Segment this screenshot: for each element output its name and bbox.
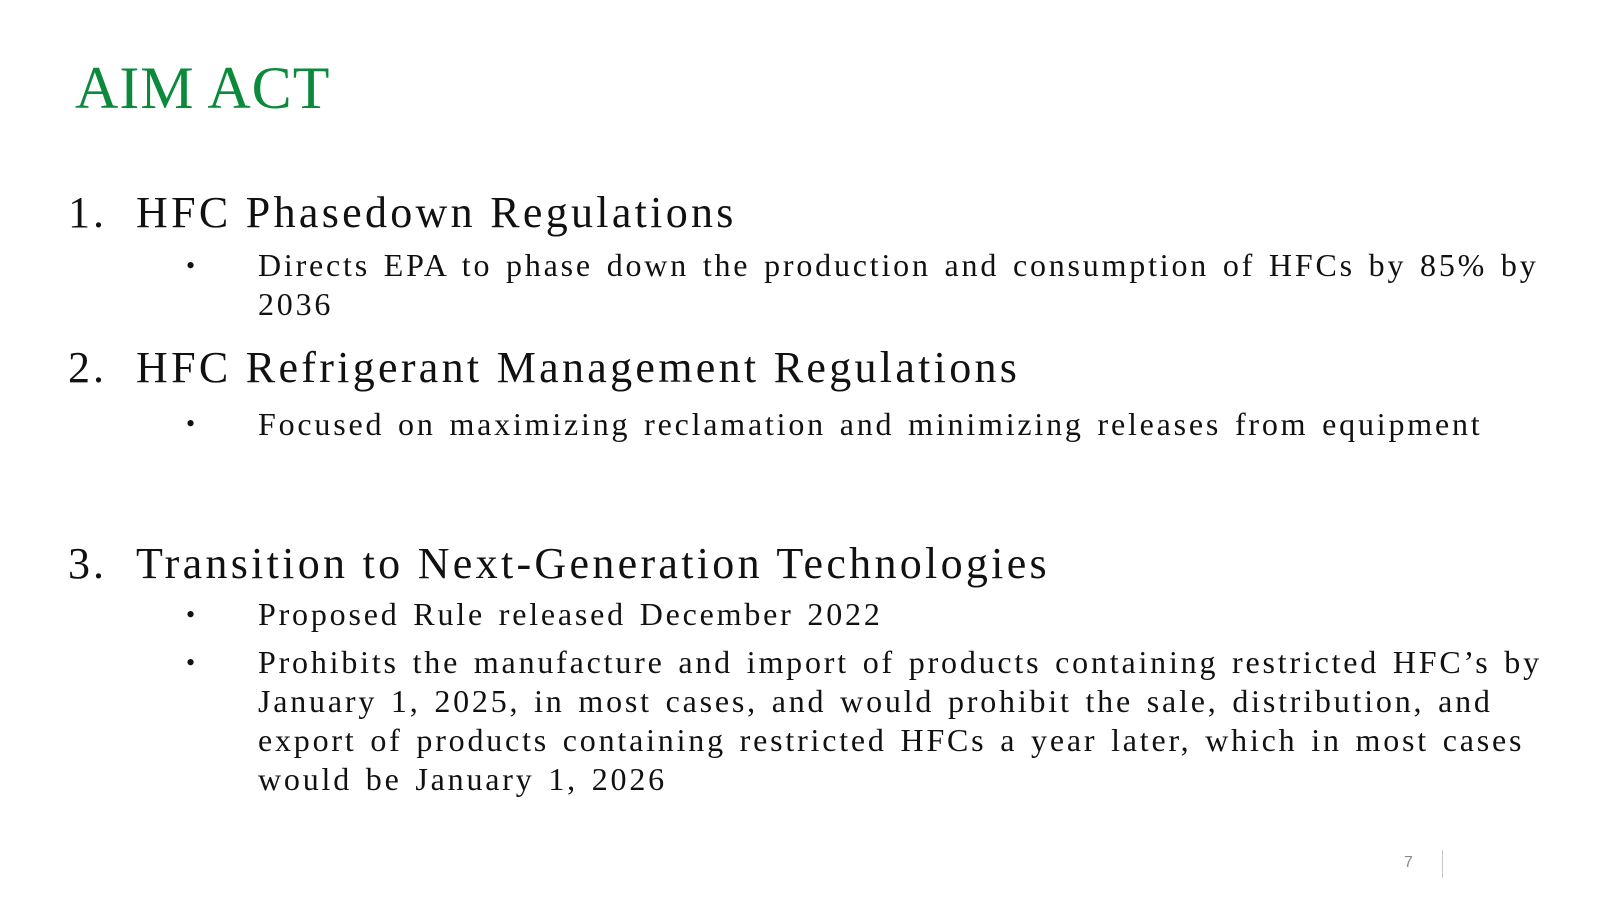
list-item-heading: HFC Phasedown Regulations <box>136 188 737 237</box>
list-item-number: 2. <box>68 343 107 392</box>
slide-title: AIM ACT <box>75 55 331 121</box>
list-item-number: 3. <box>68 539 107 588</box>
page-number: 7 <box>1404 854 1413 871</box>
list-item-number: 1. <box>68 188 107 237</box>
bullet-text: Directs EPA to phase down the production and consumption of HFCs by 85% by 2036 <box>258 247 1539 322</box>
bullet-icon: • <box>186 409 196 438</box>
bullet-icon: • <box>186 648 196 677</box>
list-item-heading: HFC Refrigerant Management Regulations <box>136 343 1021 392</box>
bullet-icon: • <box>186 600 196 629</box>
bullet-text: Prohibits the manufacture and import of products containing restricted HFC’s by January 1, 2025, in most cases, and would prohibit the sale, distribution, and export of products containing restricted HFCs a year later, which in most cases would be January 1, 2026 <box>258 644 1542 797</box>
page-number-divider <box>1442 850 1443 878</box>
bullet-icon: • <box>186 251 196 280</box>
list-item-heading: Transition to Next-Generation Technologies <box>136 539 1050 588</box>
bullet-text: Focused on maximizing reclamation and minimizing releases from equipment <box>258 406 1483 442</box>
bullet-text: Proposed Rule released December 2022 <box>258 596 883 632</box>
